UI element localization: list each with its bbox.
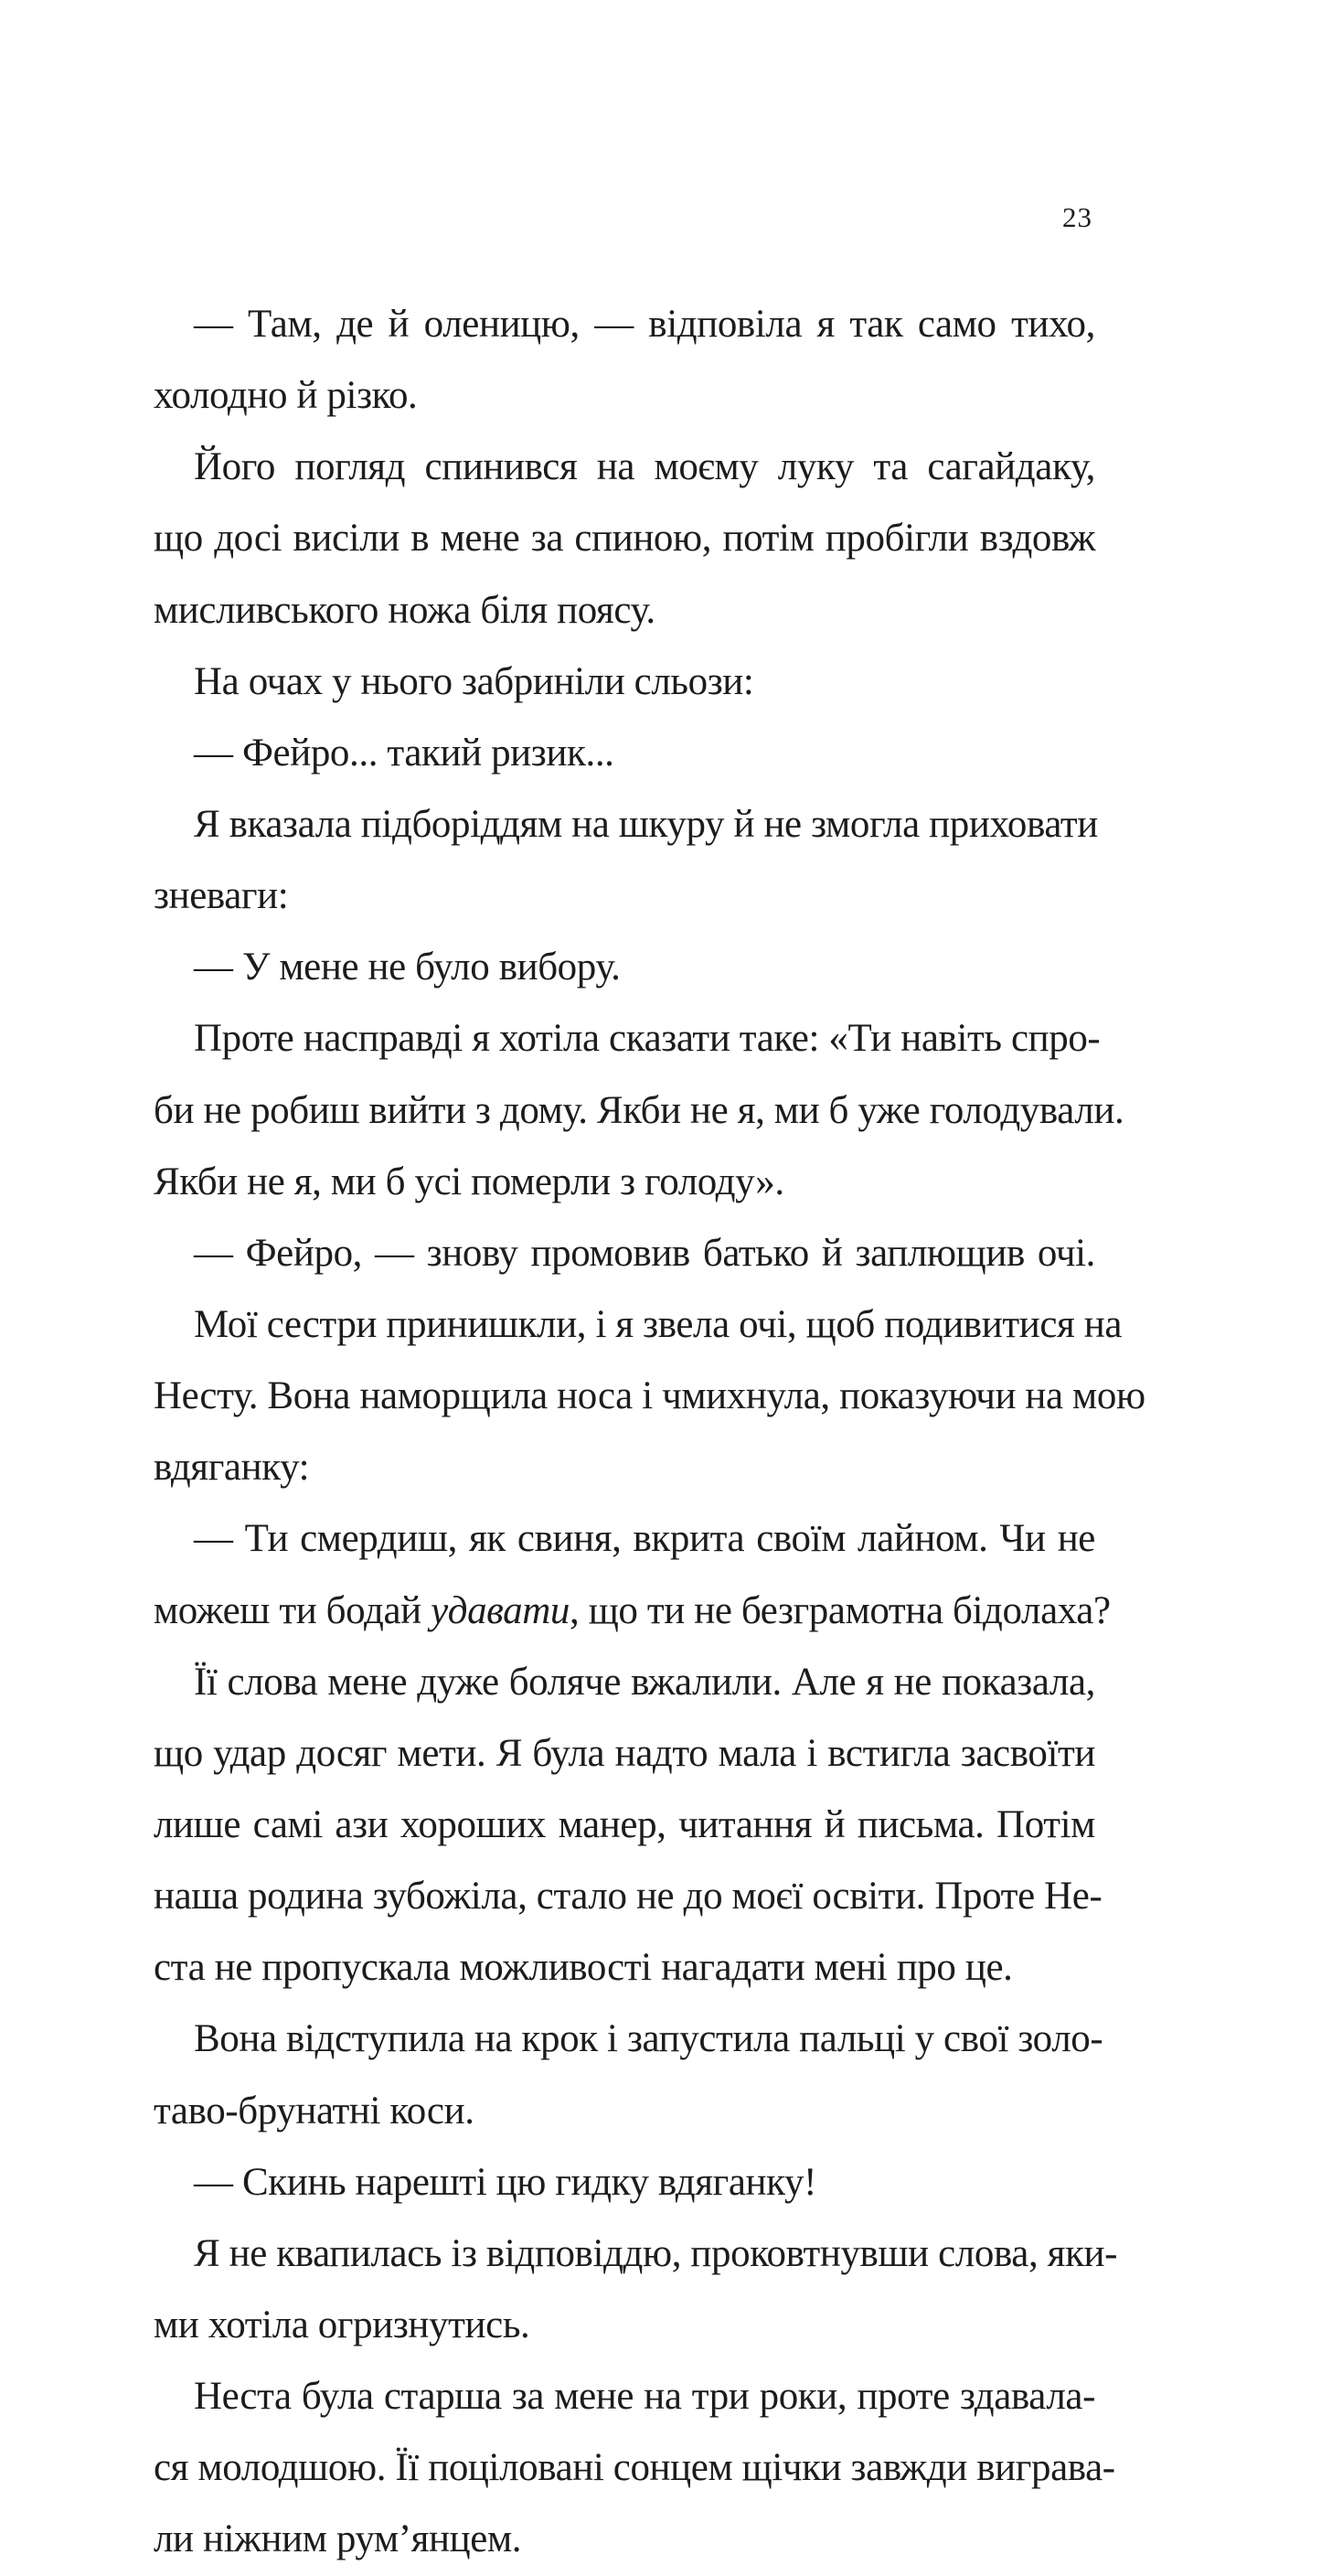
text-line: — Скинь нарешті цю гидку вдяганку! (194, 2160, 817, 2204)
text-line: Вона відступила на крок і запустила пальці у свої золо- (194, 2017, 1103, 2061)
text-line: що удар досяг мети. Я була надто мала і встигла засвоїти (154, 1731, 1095, 1775)
text-line: ми хотіла огризнутись. (154, 2303, 530, 2346)
text-line: таво-брунатні коси. (154, 2089, 474, 2132)
text-line: наша родина зубожіла, стало не до моєї освіти. Проте Не- (154, 1875, 1103, 1919)
page-number: 23 (1062, 201, 1092, 233)
text-line (154, 1576, 1111, 1647)
text-line: Неста була старша за мене на три роки, проте здавала- (194, 2375, 1095, 2419)
text-line: Я не квапилась із відповіддю, проковтнувши слова, яки- (194, 2231, 1118, 2275)
text-line: — Фейро... такий ризик... (194, 731, 614, 775)
text-line: ся молодшою. Її поціловані сонцем щічки завжди вигрaва- (154, 2446, 1115, 2490)
text-line: Його погляд спинився на моєму луку та сагайдаку, (194, 445, 1095, 489)
text-line: би не робиш вийти з дому. Якби не я, ми б уже голодували. (154, 1088, 1124, 1132)
text-line: Я вказала підборіддям на шкуру й не змогла приховати (194, 802, 1098, 846)
text-line: Мої сестри принишкли, і я звела очі, щоб подивитися на (194, 1302, 1123, 1346)
body-text (154, 289, 1145, 2576)
text-line: На очах у нього забриніли сльози: (194, 659, 754, 703)
text-line: холодно й різко. (154, 374, 418, 418)
text-line: — У мене не було вибору. (194, 946, 621, 989)
text-line: що досі висіли в мене за спиною, потім пробігли вздовж (154, 517, 1095, 561)
text-line: Її слова мене дуже боляче вжалили. Але я не показала, (194, 1660, 1095, 1704)
text-line: — Там, де й оленицю, — відповіла я так само тихо, (194, 303, 1095, 346)
text-line: ста не пропускала можливості нагадати мені про це. (154, 1946, 1013, 1990)
text-line: Несту. Вона наморщила носа і чмихнула, показуючи на мою (154, 1374, 1145, 1418)
text-segment: , що ти не безграмотна бідолаха? (570, 1588, 1111, 1632)
text-segment: можеш ти бодай (154, 1588, 431, 1632)
text-line: ли ніжним рум’янцем. (154, 2517, 522, 2561)
text-line: зневаги: (154, 874, 289, 918)
text-line: Проте насправді я хотіла сказати таке: «Ти навіть спро- (194, 1017, 1101, 1061)
text-line: Якби не я, ми б усі померли з голоду». (154, 1160, 784, 1203)
text-line: — Фейро, — знову промовив батько й заплющив очі. (194, 1231, 1095, 1275)
text-line: мисливського ножа біля поясу. (154, 588, 655, 632)
text-line: вдяганку: (154, 1446, 310, 1490)
emphasized-word: удавати (431, 1588, 570, 1632)
text-line: — Ти смердиш, як свиня, вкрита своїм лайном. Чи не (194, 1517, 1095, 1561)
text-line: лише самі ази хороших манер, читання й письма. Потім (154, 1802, 1095, 1846)
